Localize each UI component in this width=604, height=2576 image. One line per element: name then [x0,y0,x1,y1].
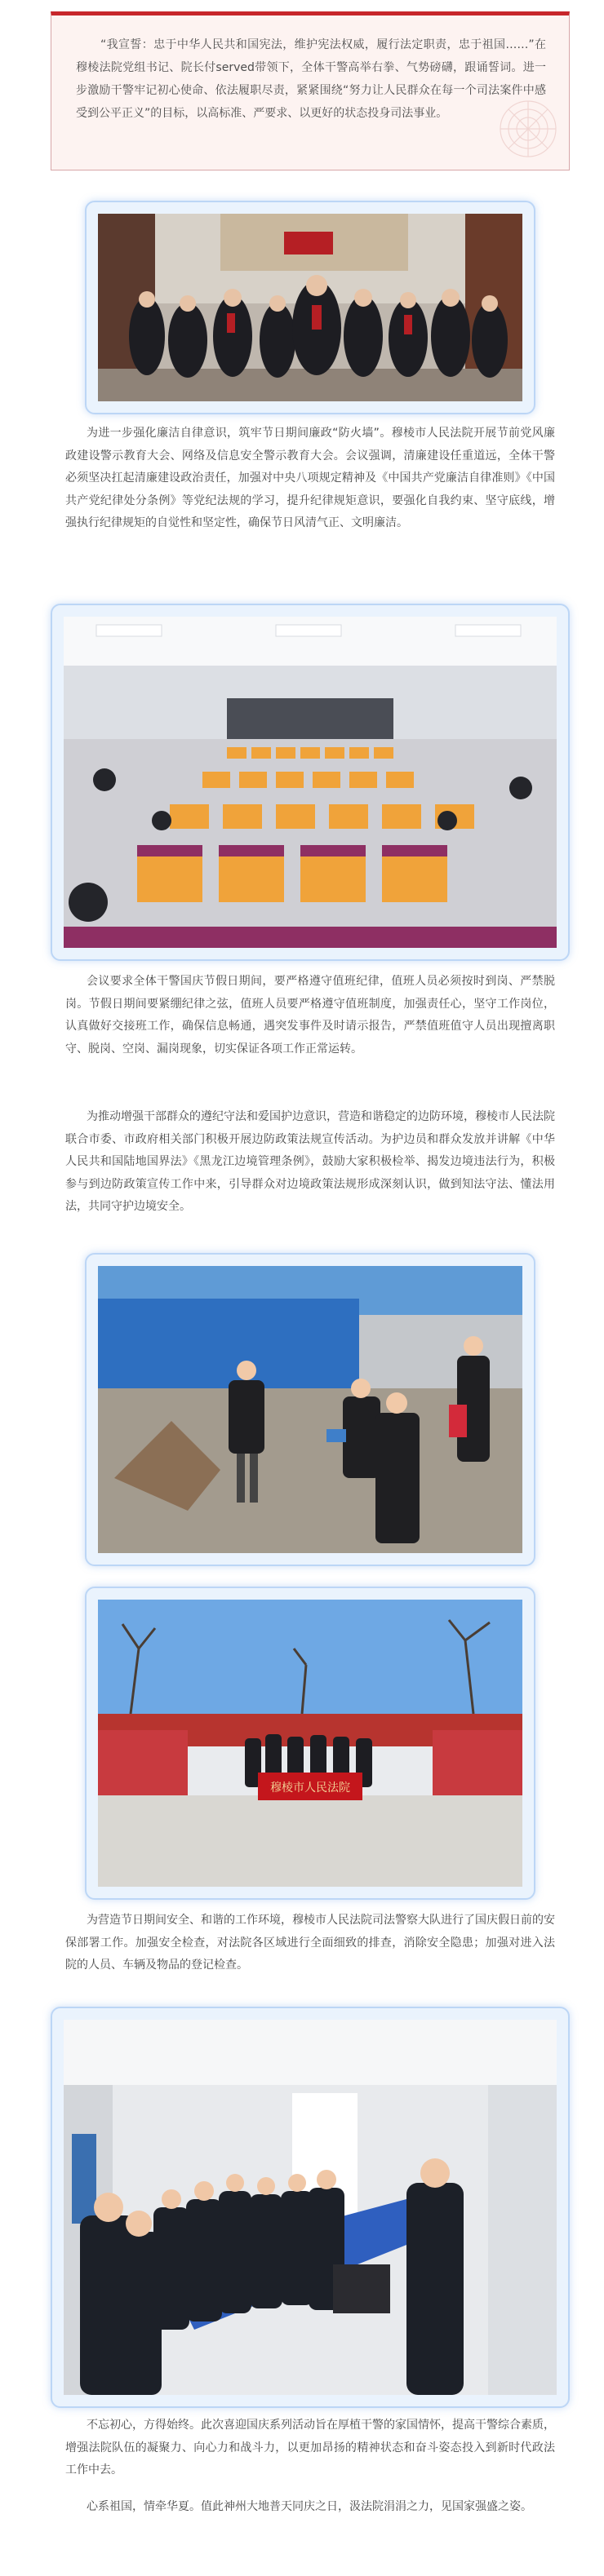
paragraph-border: 为推动增强干部群众的遵纪守法和爱国护边意识，营造和谐稳定的边防环境，穆棱市人民法院联合市委、市政府相关部门积极开展边防政策法规宣传活动。为护边员和群众发放并讲解《中华人民共和国陆地国界法》《黑龙江边境管理条例》，鼓励大家积极检举、揭发边境违法行为，积极参与到边防政策宣传工作中来，引导群众对边境政策法规形成深刻认识，做到知法守法、懂法用法，共同守护边境安全。 [65,1110,555,1214]
paragraph-security: 为营造节日期间安全、和谐的工作环境，穆棱市人民法院司法警察大队进行了国庆假日前的安保部署工作。加强安全检查，对法院各区域进行全面细致的排查，消除安全隐患；加强对进入法院的人员、车辆及物品的登记检查。 [65,1914,555,1972]
paragraph-duty: 会议要求全体干警国庆节假日期间，要严格遵守值班纪律，值班人员必须按时到岗、严禁脱岗。节假日期间要紧绷纪律之弦，值班人员要严格遵守值班制度，加强责任心，坚守工作岗位，认真做好交接班工作，确保信息畅通，遇突发事件及时请示报告，严禁值班值守人员出现擅离职守、脱岗、空岗、漏岗现象，切实保证各项工作正常运转。 [65,975,555,1056]
oath-quote-box [51,11,570,170]
banner-photo-text: 穆棱市人民法院 [270,1782,350,1795]
banner-group-photo [98,1600,522,1887]
security-check-photo [64,2020,557,2395]
decorative-pattern-icon [494,95,562,163]
meeting-hall-photo [64,617,557,948]
border-publicity-photo [98,1266,522,1553]
paragraph-integrity: 为进一步强化廉洁自律意识，筑牢节日期间廉政“防火墙”。穆棱市人民法院开展节前党风廉政建设警示教育大会、网络及信息安全警示教育大会。会议强调，清廉建设任重道远，全体干警必须坚决扛起清廉建设政治责任，加强对中央八项规定精神及《中国共产党廉洁自律准则》《中国共产党纪律处分条例》等党纪法规的学习，提升纪律规矩意识，要强化自我约束、坚守底线，增强执行纪律规矩的自觉性和坚定性，确保节日风清气正、文明廉洁。 [65,427,555,530]
paragraph-conclusion: 不忘初心，方得始终。此次喜迎国庆系列活动旨在厚植干警的家国情怀，提高干警综合素质，增强法院队伍的凝聚力、向心力和战斗力，以更加昂扬的精神状态和奋斗姿态投入到新时代政法工作中去。 [65,2419,555,2477]
oath-quote-text: “我宣誓：忠于中华人民共和国宪法，维护宪法权威，履行法定职责，忠于祖国……”在穆棱法院党组书记、院长付served带领下，全体干警高举右拳、气势磅礴，跟诵誓词。进一步激励干警牢记初心使命、依法履职尽责，紧紧围绕“努力让人民群众在每一个司法案件中感受到公平正义”的目标，以高标准、严要求、以更好的状态投身司法事业。 [76,38,546,120]
paragraph-closing: 心系祖国，情牵华夏。值此神州大地普天同庆之日，汲法院涓涓之力，见国家强盛之姿。 [87,2500,532,2513]
oath-ceremony-photo [98,214,522,401]
